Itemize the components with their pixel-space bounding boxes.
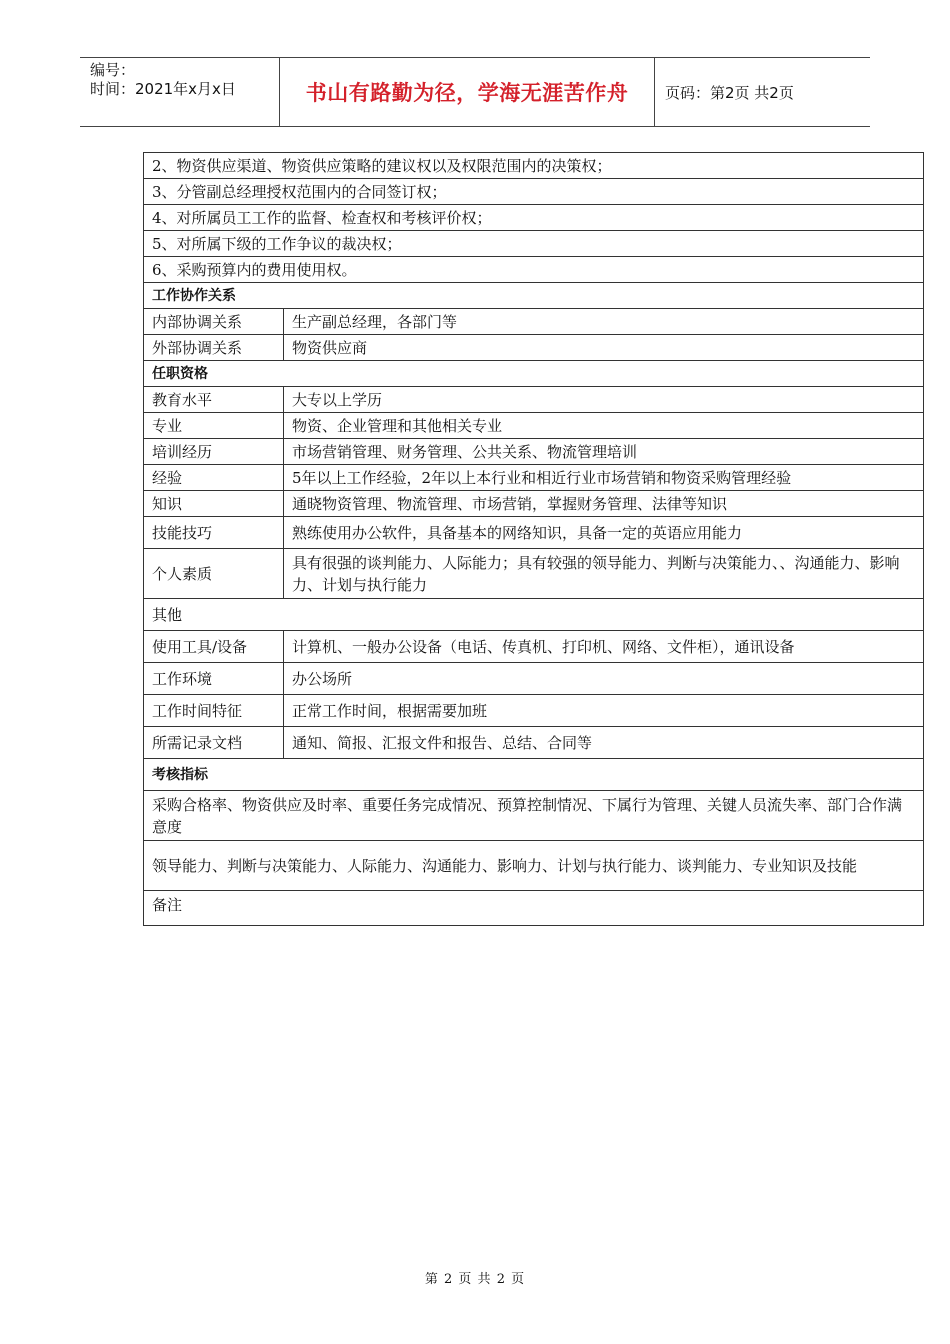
section-title-qualifications: 任职资格	[144, 361, 924, 387]
row-value: 5年以上工作经验，2年以上本行业和相近行业市场营销和物资采购管理经验	[284, 465, 924, 491]
remarks-label: 备注	[144, 891, 924, 926]
table-row	[144, 465, 924, 491]
document-time-label: 时间：2021年x月x日	[90, 80, 236, 98]
table-row	[144, 257, 924, 283]
table-row	[144, 759, 924, 791]
header-meta	[80, 58, 280, 126]
table-row	[144, 695, 924, 727]
row-value: 大专以上学历	[284, 387, 924, 413]
table-row	[144, 361, 924, 387]
table-row	[144, 841, 924, 891]
table-row	[144, 631, 924, 663]
row-value: 熟练使用办公软件，具备基本的网络知识，具备一定的英语应用能力	[284, 517, 924, 549]
row-label: 知识	[144, 491, 284, 517]
row-label: 使用工具/设备	[144, 631, 284, 663]
table-row	[144, 891, 924, 926]
table-row	[144, 335, 924, 361]
table-row	[144, 413, 924, 439]
section-title-relations: 工作协作关系	[144, 283, 924, 309]
job-description-table	[143, 152, 924, 926]
assessment-indicators: 采购合格率、物资供应及时率、重要任务完成情况、预算控制情况、下属行为管理、关键人员流失率、部门合作满意度	[144, 791, 924, 841]
row-value: 市场营销管理、财务管理、公共关系、物流管理培训	[284, 439, 924, 465]
section-title-other: 其他	[144, 599, 924, 631]
row-value: 正常工作时间，根据需要加班	[284, 695, 924, 727]
row-label: 工作时间特征	[144, 695, 284, 727]
row-value: 物资、企业管理和其他相关专业	[284, 413, 924, 439]
authority-item: 6、采购预算内的费用使用权。	[144, 257, 924, 283]
row-value: 通知、简报、汇报文件和报告、总结、合同等	[284, 727, 924, 759]
table-row	[144, 491, 924, 517]
row-label: 外部协调关系	[144, 335, 284, 361]
table-row	[144, 517, 924, 549]
table-row	[144, 663, 924, 695]
authority-item: 3、分管副总经理授权范围内的合同签订权；	[144, 179, 924, 205]
row-label: 技能技巧	[144, 517, 284, 549]
table-row	[144, 309, 924, 335]
row-value: 生产副总经理，各部门等	[284, 309, 924, 335]
table-row	[144, 791, 924, 841]
table-row	[144, 387, 924, 413]
row-label: 经验	[144, 465, 284, 491]
table-row	[144, 283, 924, 309]
table-row	[144, 231, 924, 257]
table-row	[144, 727, 924, 759]
row-value: 具有很强的谈判能力、人际能力；具有较强的领导能力、判断与决策能力、、沟通能力、影响力、计划与执行能力	[284, 549, 924, 599]
row-label: 内部协调关系	[144, 309, 284, 335]
row-label: 教育水平	[144, 387, 284, 413]
row-label: 个人素质	[144, 549, 284, 599]
page-header	[80, 57, 870, 127]
table-row	[144, 179, 924, 205]
table-row	[144, 439, 924, 465]
document-number-label: 编号：	[90, 61, 136, 79]
table-row	[144, 205, 924, 231]
table-row	[144, 549, 924, 599]
row-label: 所需记录文档	[144, 727, 284, 759]
header-page-info: 页码：第2页 共2页	[665, 83, 794, 102]
row-label: 工作环境	[144, 663, 284, 695]
authority-item: 2、物资供应渠道、物资供应策略的建议权以及权限范围内的决策权；	[144, 153, 924, 179]
header-motto: 书山有路勤为径，学海无涯苦作舟	[280, 58, 655, 126]
section-title-assessment: 考核指标	[144, 759, 924, 791]
table-row	[144, 599, 924, 631]
row-value: 计算机、一般办公设备（电话、传真机、打印机、网络、文件柜），通讯设备	[284, 631, 924, 663]
assessment-competencies: 领导能力、判断与决策能力、人际能力、沟通能力、影响力、计划与执行能力、谈判能力、专业知识及技能	[144, 841, 924, 891]
page-footer: 第 2 页 共 2 页	[424, 1272, 526, 1287]
row-label: 专业	[144, 413, 284, 439]
row-value: 通晓物资管理、物流管理、市场营销，掌握财务管理、法律等知识	[284, 491, 924, 517]
row-value: 物资供应商	[284, 335, 924, 361]
authority-item: 4、对所属员工工作的监督、检查权和考核评价权；	[144, 205, 924, 231]
row-value: 办公场所	[284, 663, 924, 695]
table-row	[144, 153, 924, 179]
row-label: 培训经历	[144, 439, 284, 465]
authority-item: 5、对所属下级的工作争议的裁决权；	[144, 231, 924, 257]
